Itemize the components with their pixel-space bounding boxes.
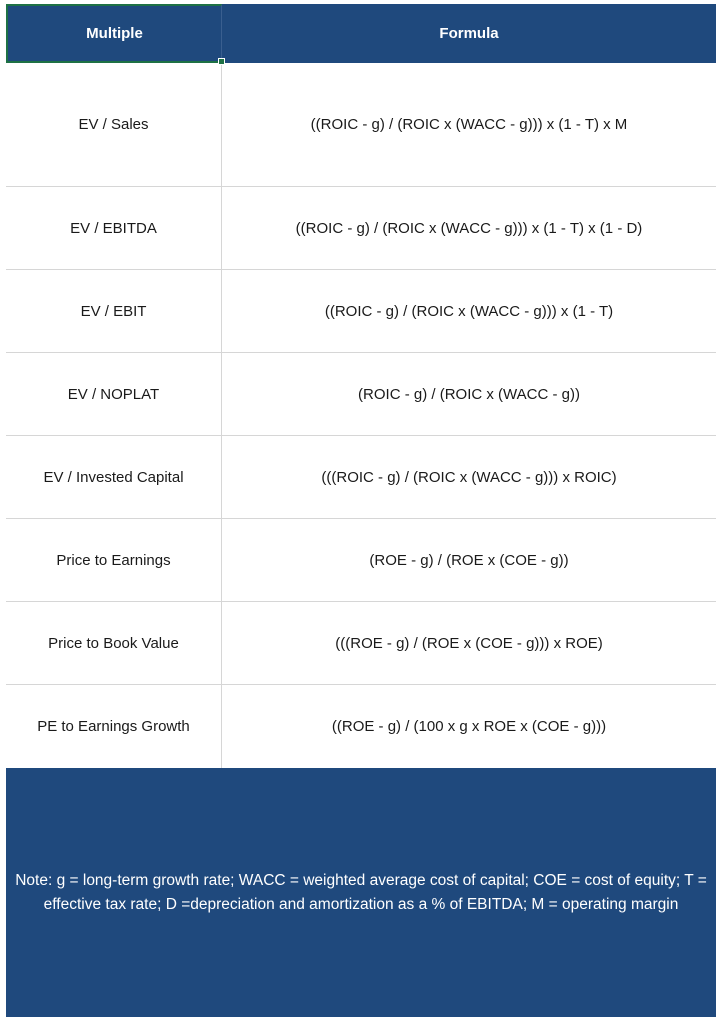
table-row [6,436,716,519]
formula-cell[interactable]: (((ROE - g) / (ROE x (COE - g))) x ROE) [335,634,603,652]
multiple-cell[interactable]: EV / EBIT [6,270,222,352]
multiple-cell[interactable]: EV / Invested Capital [6,436,222,518]
multiple-cell[interactable]: EV / EBITDA [6,187,222,269]
formula-cell[interactable]: (ROIC - g) / (ROIC x (WACC - g)) [358,385,580,403]
multiple-cell[interactable]: PE to Earnings Growth [6,685,222,768]
table-row [6,187,716,270]
table-row [6,519,716,602]
header-cell-multiple[interactable]: Multiple [6,4,222,63]
note-text: Note: g = long-term growth rate; WACC = weighted average cost of capital; COE = cost of equity; T = effective tax rate; D =depreciation and amortization as a % of EBITDA; M = operating margin [15,871,707,913]
formula-cell[interactable]: ((ROIC - g) / (ROIC x (WACC - g))) x (1 - T) x (1 - D) [295,219,643,237]
formula-cell[interactable]: (ROE - g) / (ROE x (COE - g)) [369,551,569,569]
formula-cell[interactable]: ((ROIC - g) / (ROIC x (WACC - g))) x (1 - T) x M [310,116,628,133]
multiple-cell[interactable]: Price to Book Value [6,602,222,684]
table-row [6,63,716,187]
multiple-cell[interactable]: EV / Sales [6,63,222,186]
multiples-table [6,4,716,768]
table-row [6,353,716,436]
header-cell-formula[interactable]: Formula [439,25,499,42]
formula-cell[interactable]: (((ROIC - g) / (ROIC x (WACC - g))) x ROIC) [321,468,617,486]
formula-cell[interactable]: ((ROE - g) / (100 x g x ROE x (COE - g))) [331,718,607,735]
formula-cell[interactable]: ((ROIC - g) / (ROIC x (WACC - g))) x (1 - T) [324,302,614,320]
table-row [6,685,716,768]
multiple-cell[interactable]: Price to Earnings [6,519,222,601]
table-row [6,602,716,685]
note-cell[interactable] [6,768,716,1017]
table-row [6,270,716,353]
header-row [6,4,716,63]
multiple-cell[interactable]: EV / NOPLAT [6,353,222,435]
